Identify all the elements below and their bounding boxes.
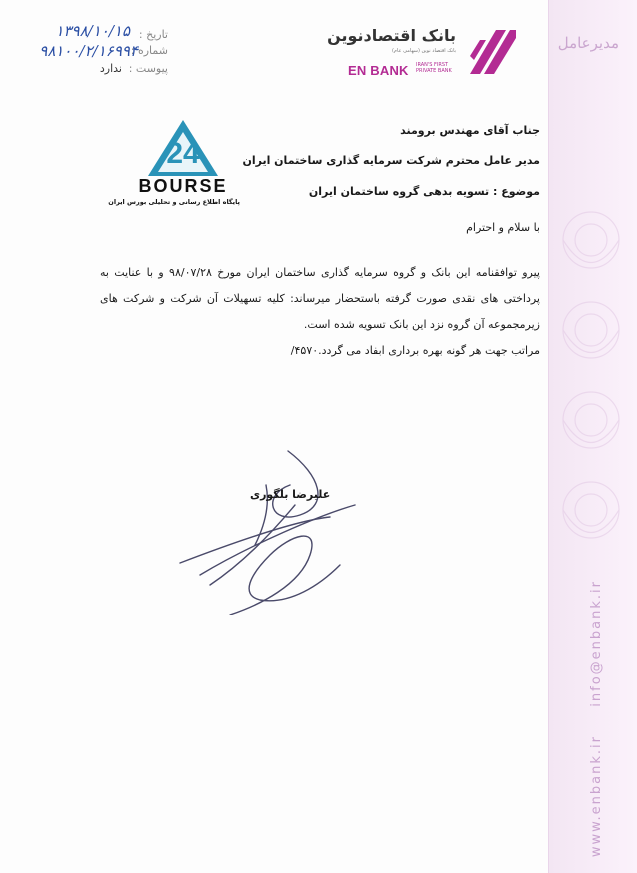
side-band-title: مدیرعامل	[557, 34, 619, 52]
letter-meta	[18, 12, 168, 82]
enbank-logo-icon	[466, 26, 518, 78]
bank-name-fa: بانک اقتصادنوین	[327, 26, 456, 45]
body-line: پرداختی های نقدی صورت گرفته باستحضار میرساند: کلیه تسهیلات آن شرکت و شرکت های	[100, 292, 540, 305]
signer-name: علیرضا بلگوری	[250, 488, 331, 501]
bourse24-tagline: پایگاه اطلاع رسانی و تحلیلی بورس ایران	[108, 198, 240, 206]
bank-tagline-en: IRAN'S FIRST PRIVATE BANK	[416, 62, 452, 74]
addressee-position: مدیر عامل محترم شرکت سرمایه گذاری ساختمان ایران	[242, 154, 540, 167]
bourse24-number: 24	[166, 137, 200, 170]
body-line: زیرمجموعه آن گروه نزد این بانک تسویه شده است.	[303, 318, 540, 331]
bourse24-word: BOURSE	[138, 176, 228, 196]
greeting: با سلام و احترام	[466, 221, 540, 234]
letter-subject: موضوع : تسویه بدهی گروه ساختمان ایران	[308, 185, 540, 198]
email-text: info@enbank.ir	[589, 580, 604, 707]
date-label: تاریخ :	[138, 28, 168, 41]
body-line: مراتب جهت هر گونه بهره برداری ابفاد می گردد.۴۵۷۰/	[290, 344, 540, 357]
website-text: www.enbank.ir	[589, 735, 604, 858]
body-line: پیرو توافقنامه این بانک و گروه سرمایه گذاری ساختمان ایران مورخ ۹۸/۰۷/۲۸ و با عنایت به	[100, 266, 540, 279]
bank-logo	[327, 26, 518, 78]
attachment-value: ندارد	[99, 62, 122, 75]
number-label: شماره :	[130, 44, 168, 57]
attachment-label: پیوست :	[128, 62, 168, 75]
handwritten-signature-icon	[170, 445, 360, 615]
bank-name-en: EN BANK	[348, 63, 409, 78]
bourse24-logo	[108, 118, 240, 212]
date-value: ۱۳۹۸/۱۰/۱۵	[55, 22, 130, 40]
number-value: ۹۸۱۰۰/۲/۱۶۹۹۴	[39, 42, 138, 60]
side-band-contacts	[589, 580, 609, 858]
side-band	[548, 0, 637, 873]
addressee: جناب آقای مهندس برومند	[400, 124, 540, 137]
bank-subtitle-fa: بانک اقتصاد نوین (سهامی عام)	[391, 48, 456, 54]
